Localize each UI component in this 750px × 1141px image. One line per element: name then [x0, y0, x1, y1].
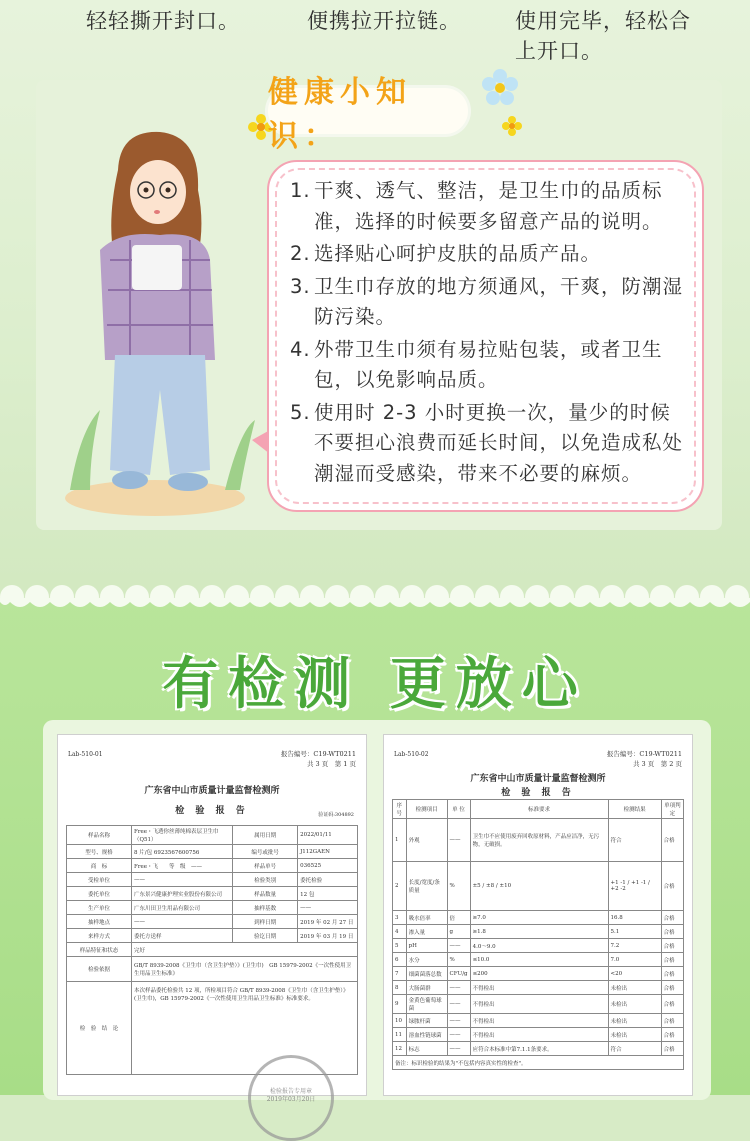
table-cell: 到样日期: [233, 915, 298, 929]
table-row: [67, 929, 358, 943]
table-cell: 10: [393, 1014, 407, 1028]
table-cell: GB/T 8939-2008《卫生巾（含卫生护垫）》(卫生巾) GB 15979-2002《一次性使用卫生用品卫生标准》: [132, 957, 358, 982]
table-cell: 未检出: [608, 1028, 661, 1042]
table-cell: 未检出: [608, 981, 661, 995]
report-page-number: 共 3 页 第 1 页: [306, 760, 356, 768]
table-cell: 委托方送样: [132, 929, 233, 943]
table-cell: 7: [393, 967, 407, 981]
table-row: [67, 887, 358, 901]
table-cell: ≤10.0: [470, 953, 608, 967]
tip-text: 选择贴心呵护皮肤的品质产品。: [314, 242, 602, 265]
official-stamp: [248, 1055, 334, 1141]
table-cell: 合格: [661, 1042, 683, 1056]
table-cell: 合格: [661, 1028, 683, 1042]
report-results-table: [392, 799, 684, 1070]
table-cell: 金黄色葡萄球菌: [406, 995, 447, 1014]
usage-steps: [0, 6, 750, 66]
table-cell: 不得检出: [470, 1028, 608, 1042]
column-header: 单项判定: [661, 800, 683, 819]
table-cell: 合格: [661, 911, 683, 925]
tip-text: 卫生巾存放的地方须通风，干爽，防潮湿防污染。: [314, 274, 684, 328]
table-cell: 4: [393, 925, 407, 939]
report-header-right: [281, 749, 356, 769]
report-institute: 广东省中山市质量计量监督检测所: [144, 786, 280, 796]
table-cell: 8: [393, 981, 407, 995]
table-cell: 合格: [661, 819, 683, 862]
table-cell: 5: [393, 939, 407, 953]
table-row: [393, 862, 684, 911]
tip-number: 4.: [290, 337, 311, 361]
column-header: 单 位: [447, 800, 470, 819]
table-cell: 抽样基数: [233, 901, 298, 915]
stamp-date: 2019年03月20日: [266, 1096, 316, 1103]
table-cell: 大肠菌群: [406, 981, 447, 995]
report-title: 检 验 报 告: [501, 788, 575, 798]
table-cell: 不得检出: [470, 1014, 608, 1028]
table-row: [393, 953, 684, 967]
table-cell: 细菌菌落总数: [406, 967, 447, 981]
table-row: [393, 911, 684, 925]
table-cell: 外观: [406, 819, 447, 862]
table-row: [67, 957, 358, 982]
tip-text: 使用时 2-3 小时更换一次，量少的时候不要担心浪费而延长时间，以免造成私处潮湿而受感染，带来不必要的麻烦。: [314, 400, 684, 485]
inspection-report-page-2: [384, 735, 692, 1095]
table-cell: 9: [393, 995, 407, 1014]
table-cell: 合格: [661, 953, 683, 967]
table-row: [67, 901, 358, 915]
table-cell: ≥7.0: [470, 911, 608, 925]
report-page-number: 共 3 页 第 2 页: [632, 760, 682, 768]
table-cell: 1: [393, 819, 407, 862]
table-cell: ±5 / ±8 / ±10: [470, 862, 608, 911]
table-cell: 样品名称: [67, 826, 132, 845]
table-cell: 5.1: [608, 925, 661, 939]
table-cell: 验讫日期: [233, 929, 298, 943]
report-form-code: Lab-510-01: [68, 751, 103, 758]
table-cell: 4.0～9.0: [470, 939, 608, 953]
table-cell: ——: [447, 939, 470, 953]
table-row: [67, 826, 358, 845]
table-cell: CFU/g: [447, 967, 470, 981]
small-yellow-flower-icon: [502, 116, 522, 136]
table-row: [67, 873, 358, 887]
table-row: [393, 1056, 684, 1070]
table-cell: 吸水倍率: [406, 911, 447, 925]
table-row: [393, 981, 684, 995]
table-cell: 广东景兴健康护理实业股份有限公司: [132, 887, 233, 901]
table-cell: 2: [393, 862, 407, 911]
table-cell: 生产单位: [67, 901, 132, 915]
table-row: [393, 1014, 684, 1028]
table-row: [393, 1042, 684, 1056]
table-cell: 属用日期: [233, 826, 298, 845]
table-cell: 036525: [298, 859, 358, 873]
table-cell: 抽样地点: [67, 915, 132, 929]
blue-flower-icon: [480, 68, 520, 108]
table-header-row: [393, 800, 684, 819]
table-cell: 符合: [608, 819, 661, 862]
table-cell: 不得检出: [470, 995, 608, 1014]
table-cell: 完好: [132, 943, 358, 957]
tip-text: 干爽、透气、整洁，是卫生巾的品质标准，选择的时候要多留意产品的说明。: [314, 179, 663, 233]
table-cell: 委托单位: [67, 887, 132, 901]
report-institute: 广东省中山市质量计量监督检测所: [470, 774, 606, 784]
table-cell: 卫生巾不应使用废弃回收原材料，产品应洁净，无污物，无破损。: [470, 819, 608, 862]
column-header: 序号: [393, 800, 407, 819]
table-cell: 合格: [661, 995, 683, 1014]
table-cell: 受检单位: [67, 873, 132, 887]
tip-number: 5.: [290, 400, 311, 424]
table-cell: 型号、规格: [67, 845, 132, 859]
column-header: 检测项目: [406, 800, 447, 819]
tip-text: 外带卫生巾须有易拉贴包装，或者卫生包，以免影响品质。: [314, 337, 663, 391]
table-cell: 溶血性链球菌: [406, 1028, 447, 1042]
tip-item: [290, 239, 690, 270]
table-cell: 7.2: [608, 939, 661, 953]
report-info-table: [66, 825, 358, 1075]
inspection-report-page-1: [58, 735, 366, 1103]
table-cell: 2019 年 03 月 19 日: [298, 929, 358, 943]
table-cell: 标志: [406, 1042, 447, 1056]
table-row: [67, 982, 358, 1075]
table-cell: 样品单号: [233, 859, 298, 873]
table-cell: 合格: [661, 939, 683, 953]
table-cell: 本次样品委托检验共 12 项，所检项目符合 GB/T 8939-2008《卫生巾（含卫生护垫）》(卫生巾)，GB 15979-2002《一次性使用卫生用品卫生标准》标准要求。: [132, 982, 358, 1075]
stamp-label: [251, 1088, 331, 1104]
tip-item: [290, 335, 690, 396]
table-cell: 合格: [661, 981, 683, 995]
report-number: 报告编号：C19-WT0211: [606, 750, 682, 758]
table-cell: 2019 年 02 月 27 日: [298, 915, 358, 929]
table-cell: 8 片/包 6923567600756: [132, 845, 233, 859]
table-cell: 不得检出: [470, 981, 608, 995]
table-cell: 商 标: [67, 859, 132, 873]
table-row: [393, 995, 684, 1014]
stamp-text: 检验报告专用章: [269, 1088, 312, 1095]
lace-divider-bottom: [0, 598, 750, 612]
table-cell: 16.8: [608, 911, 661, 925]
table-cell: 应符合本标准中第7.1.1条要求。: [470, 1042, 608, 1056]
table-cell: 3: [393, 911, 407, 925]
report-header-right: [607, 749, 682, 769]
table-cell: 样品数量: [233, 887, 298, 901]
tip-item: [290, 398, 690, 490]
tip-number: 3.: [290, 274, 311, 298]
table-cell: ——: [447, 995, 470, 1014]
table-row: [393, 939, 684, 953]
table-cell: 合格: [661, 862, 683, 911]
table-row: [67, 845, 358, 859]
table-cell: ——: [447, 819, 470, 862]
table-cell: 渗入量: [406, 925, 447, 939]
table-cell: 绿脓杆菌: [406, 1014, 447, 1028]
table-cell: 11: [393, 1028, 407, 1042]
table-cell: 未检出: [608, 995, 661, 1014]
table-cell: 7.0: [608, 953, 661, 967]
table-cell: Free・飞 等 级 ——: [132, 859, 233, 873]
table-cell: ≥1.8: [470, 925, 608, 939]
usage-step-3: 使用完毕，轻松合上开口。: [515, 9, 691, 63]
report-title: 检 验 报 告: [175, 806, 249, 816]
table-cell: ——: [447, 1028, 470, 1042]
table-cell: 合格: [661, 925, 683, 939]
table-cell: 合格: [661, 967, 683, 981]
table-cell: 样品特征和状态: [67, 943, 132, 957]
table-cell: 12: [393, 1042, 407, 1056]
table-cell: 6: [393, 953, 407, 967]
table-row: [67, 943, 358, 957]
girl-illustration: [60, 130, 260, 520]
tip-number: 2.: [290, 242, 311, 265]
tips-list: [290, 176, 690, 491]
table-cell: 检 验 结 论: [67, 982, 132, 1075]
table-cell: 广东川田卫生用品有限公司: [132, 901, 233, 915]
table-cell: ——: [132, 915, 233, 929]
table-cell: 合格: [661, 1014, 683, 1028]
table-cell: ——: [447, 1014, 470, 1028]
table-cell: +1 -1 / +1 -1 / +2 -2: [608, 862, 661, 911]
report-serial: 验证码:304892: [318, 812, 354, 818]
column-header: 标准要求: [470, 800, 608, 819]
table-cell: %: [447, 862, 470, 911]
table-cell: 委托检验: [298, 873, 358, 887]
table-cell: 倍: [447, 911, 470, 925]
table-row: [393, 1028, 684, 1042]
table-cell: 编号或批号: [233, 845, 298, 859]
table-cell: %: [447, 953, 470, 967]
tips-title-badge: [268, 75, 468, 154]
tip-item: [290, 176, 690, 237]
tip-number: 1.: [290, 179, 311, 202]
table-cell: ——: [447, 981, 470, 995]
table-row: [393, 925, 684, 939]
table-cell: 长度/宽度/条质量: [406, 862, 447, 911]
tip-item: [290, 272, 690, 333]
table-cell: 符合: [608, 1042, 661, 1056]
table-cell: 12 包: [298, 887, 358, 901]
tips-title: 健康小知识：: [268, 75, 412, 154]
table-cell: ——: [132, 873, 233, 887]
column-header: 检测结果: [608, 800, 661, 819]
table-row: [393, 819, 684, 862]
usage-step-2: 便携拉开拉链。: [307, 9, 461, 33]
table-cell: J112GAEN: [298, 845, 358, 859]
table-cell: 检验依据: [67, 957, 132, 982]
table-cell: 来样方式: [67, 929, 132, 943]
table-cell: pH: [406, 939, 447, 953]
slogan-heading: 有检测 更放心: [162, 652, 588, 717]
report-number: 报告编号：C19-WT0211: [280, 750, 356, 758]
usage-step-1: 轻轻撕开封口。: [86, 9, 240, 33]
table-cell: ——: [447, 1042, 470, 1056]
table-cell: 未检出: [608, 1014, 661, 1028]
table-cell: g: [447, 925, 470, 939]
table-cell: 2022/01/11: [298, 826, 358, 845]
table-row: [393, 967, 684, 981]
table-cell: <20: [608, 967, 661, 981]
table-row: [67, 915, 358, 929]
table-cell: ——: [298, 901, 358, 915]
table-cell: 检验类别: [233, 873, 298, 887]
table-cell: 水分: [406, 953, 447, 967]
table-footnote: 备注：标识检验的结果为"不包括内容真实性的检查"。: [393, 1056, 684, 1070]
table-row: [67, 859, 358, 873]
table-cell: ≤200: [470, 967, 608, 981]
report-form-code: Lab-510-02: [394, 751, 429, 758]
table-cell: Free・飞透你丝薄纯棉表层卫生巾（Q51）: [132, 826, 233, 845]
